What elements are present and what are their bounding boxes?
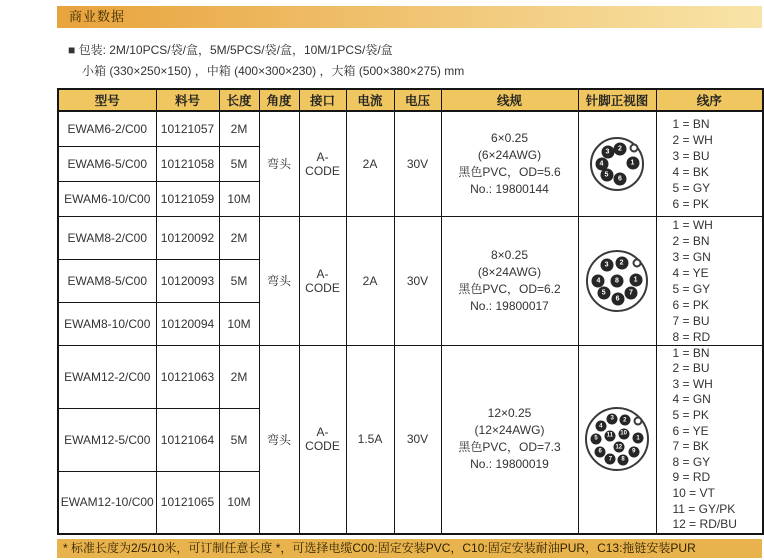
table-row xyxy=(58,345,763,408)
spec-line: No.: 19800144 xyxy=(470,181,549,196)
pin-4: 4 xyxy=(595,158,608,171)
pin-4: 4 xyxy=(592,274,605,287)
pin-8: 8 xyxy=(618,454,629,465)
spec-line: (8×24AWG) xyxy=(477,264,542,279)
column-header-model: 型号 xyxy=(58,89,156,111)
spec-line: 8×0.25 xyxy=(490,247,529,262)
length-cell: 2M xyxy=(219,345,259,408)
table-row xyxy=(58,216,763,259)
model-cell: EWAM8-5/C00 xyxy=(58,259,156,302)
page-title: 商业数据 xyxy=(69,9,126,24)
wire-spec-cell xyxy=(441,345,578,534)
wire-order-line: 6 = PK xyxy=(672,297,709,312)
spec-line: No.: 19800019 xyxy=(470,457,549,472)
wire-order-line: 2 = BU xyxy=(672,361,710,376)
wire-order-line: 9 = RD xyxy=(672,470,711,485)
wire-order-line: 4 = YE xyxy=(672,265,709,280)
wire-order-line: 6 = PK xyxy=(672,196,709,211)
column-header-wire-spec: 线规 xyxy=(441,89,578,111)
pin-6: 6 xyxy=(595,446,606,457)
wire-order-line: 4 = BK xyxy=(672,164,709,179)
wire-order-line: 6 = YE xyxy=(672,423,709,438)
column-header-part: 料号 xyxy=(156,89,219,111)
spec-line: 6×0.25 xyxy=(490,130,529,145)
spec-line: No.: 19800017 xyxy=(470,298,549,313)
pin-diagram-12pin xyxy=(585,407,649,471)
keyway-notch xyxy=(632,258,641,267)
pin-1: 1 xyxy=(629,273,642,286)
current-cell: 1.5A xyxy=(346,345,394,534)
part-cell: 10121058 xyxy=(156,146,219,181)
table-row xyxy=(58,111,763,146)
angle-cell: 弯头 xyxy=(259,111,299,216)
column-header-wire-order: 线序 xyxy=(656,89,763,111)
product-table xyxy=(57,88,764,535)
wire-order-line: 7 = BK xyxy=(672,439,709,454)
model-cell: EWAM12-10/C00 xyxy=(58,471,156,534)
wire-order-line: 4 = GN xyxy=(672,392,711,407)
pin-view-cell xyxy=(578,216,656,345)
spec-line: 黑色PVC，OD=5.6 xyxy=(458,164,561,179)
pin-7: 7 xyxy=(605,454,616,465)
packaging-note xyxy=(57,41,762,79)
length-cell: 2M xyxy=(219,216,259,259)
wire-order-line: 7 = BU xyxy=(672,313,710,328)
footnote-bar: * 标准长度为2/5/10米，可订制任意长度 *，可选择电缆C00:固定安装PVC，C10:固定安装耐油PUR，C13:拖链安装PUR xyxy=(57,539,762,558)
pin-2: 2 xyxy=(619,415,630,426)
angle-cell: 弯头 xyxy=(259,216,299,345)
angle-cell: 弯头 xyxy=(259,345,299,534)
pin-12: 12 xyxy=(613,442,624,453)
pin-view-cell xyxy=(578,345,656,534)
pin-5: 5 xyxy=(591,433,602,444)
length-cell: 10M xyxy=(219,471,259,534)
model-cell: EWAM6-10/C00 xyxy=(58,181,156,216)
keyway-notch xyxy=(634,417,643,426)
wire-order-line: 5 = PK xyxy=(672,408,709,423)
keyway-notch xyxy=(630,144,639,153)
column-header-voltage: 电压 xyxy=(394,89,441,111)
length-cell: 5M xyxy=(219,408,259,471)
pin-4: 4 xyxy=(595,421,606,432)
length-cell: 10M xyxy=(219,181,259,216)
pin-3: 3 xyxy=(607,413,618,424)
interface-cell: A-CODE xyxy=(299,345,346,534)
wire-order-line: 5 = GY xyxy=(672,180,711,195)
pin-3: 3 xyxy=(601,145,614,158)
column-header-current: 电流 xyxy=(346,89,394,111)
wire-order-cell xyxy=(656,216,763,345)
pin-6: 6 xyxy=(614,172,627,185)
wire-order-line: 11 = GY/PK xyxy=(672,501,736,516)
model-cell: EWAM12-5/C00 xyxy=(58,408,156,471)
pin-5: 5 xyxy=(600,169,613,182)
length-cell: 5M xyxy=(219,259,259,302)
current-cell: 2A xyxy=(346,216,394,345)
spec-line: 12×0.25 xyxy=(487,406,532,421)
wire-order-line: 5 = GY xyxy=(672,281,711,296)
pin-3: 3 xyxy=(600,259,613,272)
voltage-cell: 30V xyxy=(394,345,441,534)
pin-view-cell xyxy=(578,111,656,216)
pin-7: 7 xyxy=(624,286,637,299)
pin-1: 1 xyxy=(633,433,644,444)
voltage-cell: 30V xyxy=(394,216,441,345)
wire-order-line: 2 = WH xyxy=(672,132,713,147)
packaging-line-2: 小箱 (330×250×150) ，中箱 (400×300×230) ，大箱 (500×380×275) mm xyxy=(82,64,465,78)
spec-line: 黑色PVC，OD=7.3 xyxy=(458,440,561,455)
packaging-line-1: ■ 包装: 2M/10PCS/袋/盒，5M/5PCS/袋/盒，10M/1PCS/袋/盒 xyxy=(68,43,393,57)
pin-9: 9 xyxy=(628,446,639,457)
pin-diagram-8pin xyxy=(586,250,648,312)
interface-cell: A-CODE xyxy=(299,216,346,345)
part-cell: 10120094 xyxy=(156,302,219,345)
model-cell: EWAM6-5/C00 xyxy=(58,146,156,181)
wire-order-line: 1 = WH xyxy=(672,217,713,232)
wire-order-line: 8 = GY xyxy=(672,454,711,469)
pin-8: 8 xyxy=(611,274,624,287)
model-cell: EWAM8-10/C00 xyxy=(58,302,156,345)
part-cell: 10121065 xyxy=(156,471,219,534)
spec-line: (12×24AWG) xyxy=(474,423,545,438)
part-cell: 10120093 xyxy=(156,259,219,302)
wire-order-line: 2 = BN xyxy=(672,233,710,248)
part-cell: 10121057 xyxy=(156,111,219,146)
pin-diagram-6pin xyxy=(590,137,644,191)
wire-order-cell xyxy=(656,111,763,216)
wire-order-line: 3 = GN xyxy=(672,249,711,264)
part-cell: 10121059 xyxy=(156,181,219,216)
wire-order-line: 1 = BN xyxy=(672,345,710,360)
part-cell: 10121063 xyxy=(156,345,219,408)
part-cell: 10120092 xyxy=(156,216,219,259)
column-header-length: 长度 xyxy=(219,89,259,111)
pin-6: 6 xyxy=(611,293,624,306)
column-header-angle: 角度 xyxy=(259,89,299,111)
wire-spec-cell xyxy=(441,111,578,216)
column-header-interface: 接口 xyxy=(299,89,346,111)
section-title-bar xyxy=(57,6,762,28)
pin-10: 10 xyxy=(618,428,629,439)
pin-2: 2 xyxy=(615,256,628,269)
pin-5: 5 xyxy=(597,287,610,300)
length-cell: 10M xyxy=(219,302,259,345)
length-cell: 2M xyxy=(219,111,259,146)
column-header-pin-view: 针脚正视图 xyxy=(578,89,656,111)
spec-line: (6×24AWG) xyxy=(477,147,542,162)
table-header-row xyxy=(58,89,763,111)
model-cell: EWAM12-2/C00 xyxy=(58,345,156,408)
wire-spec-cell xyxy=(441,216,578,345)
model-cell: EWAM8-2/C00 xyxy=(58,216,156,259)
current-cell: 2A xyxy=(346,111,394,216)
wire-order-line: 10 = VT xyxy=(672,486,715,501)
wire-order-line: 3 = BU xyxy=(672,148,710,163)
wire-order-line: 8 = RD xyxy=(672,329,711,344)
wire-order-cell xyxy=(656,345,763,534)
length-cell: 5M xyxy=(219,146,259,181)
spec-line: 黑色PVC，OD=6.2 xyxy=(458,281,561,296)
pin-11: 11 xyxy=(604,430,615,441)
wire-order-line: 12 = RD/BU xyxy=(672,517,737,532)
wire-order-line: 1 = BN xyxy=(672,116,710,131)
interface-cell: A-CODE xyxy=(299,111,346,216)
pin-1: 1 xyxy=(626,156,639,169)
model-cell: EWAM6-2/C00 xyxy=(58,111,156,146)
pin-2: 2 xyxy=(614,142,627,155)
part-cell: 10121064 xyxy=(156,408,219,471)
wire-order-line: 3 = WH xyxy=(672,376,713,391)
voltage-cell: 30V xyxy=(394,111,441,216)
